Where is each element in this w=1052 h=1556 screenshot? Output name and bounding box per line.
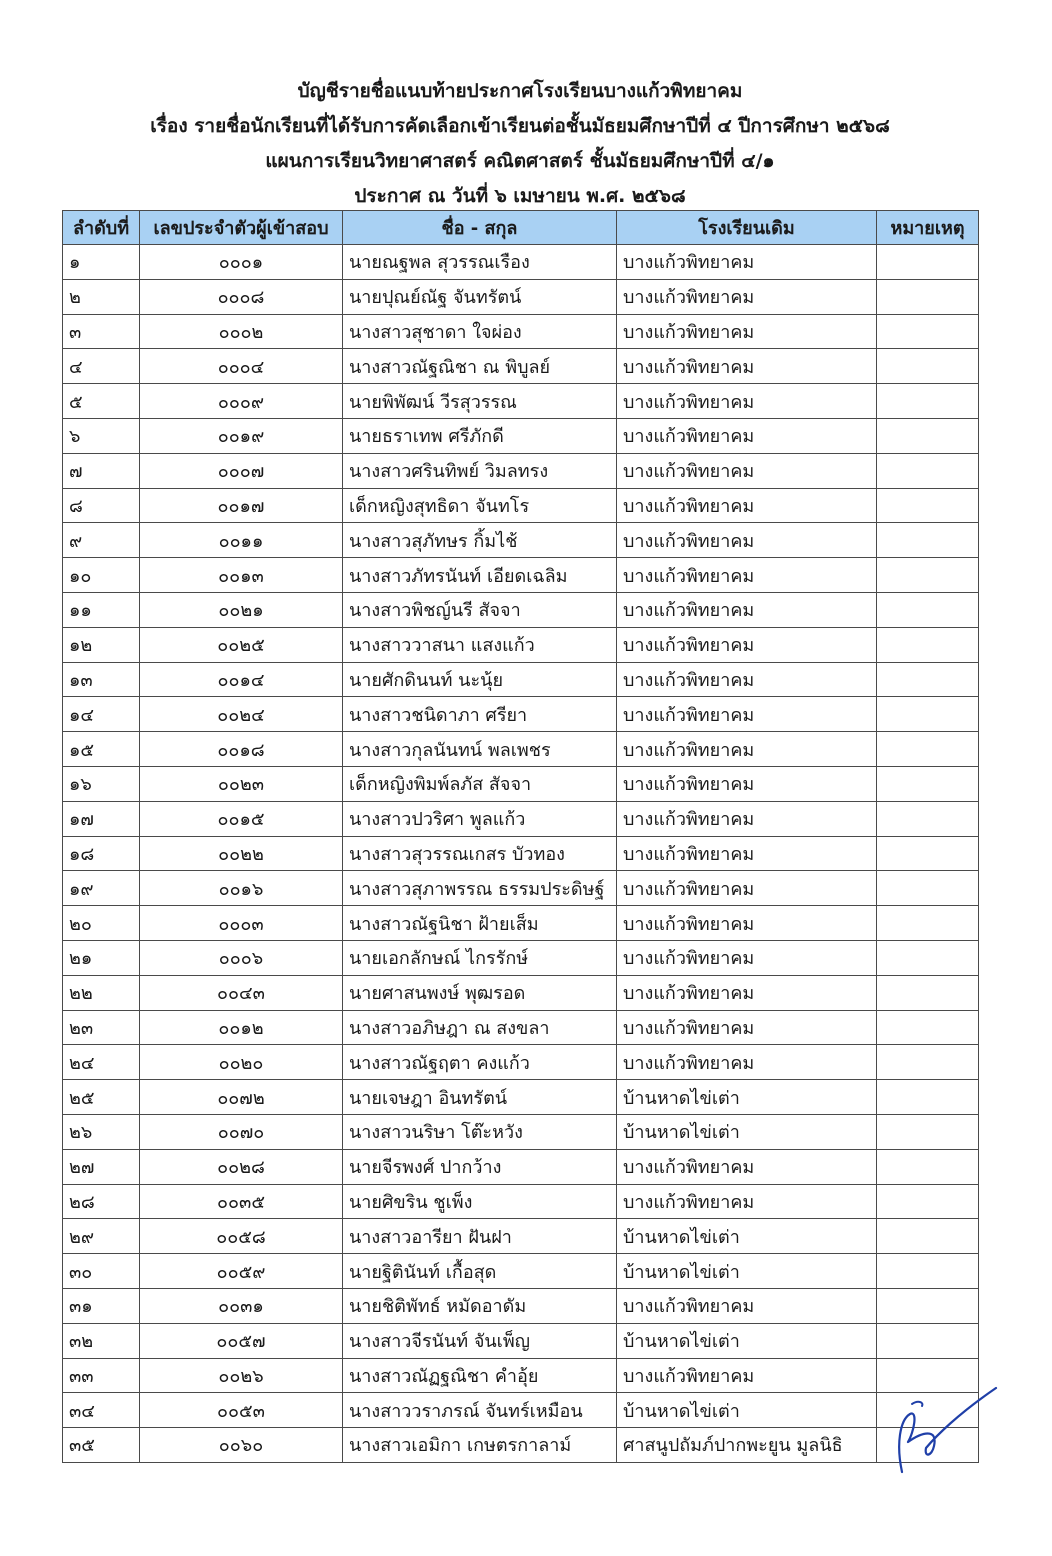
column-header-previous-school: โรงเรียนเดิม	[617, 211, 877, 245]
name-cell: นางสาวศรินทิพย์ วิมลทรง	[343, 453, 617, 488]
remarks-cell	[877, 279, 979, 314]
order-cell: ๒๙	[63, 1219, 140, 1254]
order-cell: ๓	[63, 314, 140, 349]
header-line-1: บัญชีรายชื่อแนบท้ายประกาศโรงเรียนบางแก้วพิทยาคม	[297, 80, 743, 102]
remarks-cell	[877, 975, 979, 1010]
name-cell: นางสาววาสนา แสงแก้ว	[343, 627, 617, 662]
table-row	[63, 766, 979, 801]
order-cell: ๒๐	[63, 906, 140, 941]
table-row	[63, 1080, 979, 1115]
school-cell: บางแก้วพิทยาคม	[617, 245, 877, 280]
school-cell: บางแก้วพิทยาคม	[617, 558, 877, 593]
order-cell: ๒๑	[63, 940, 140, 975]
remarks-cell	[877, 558, 979, 593]
order-cell: ๑๗	[63, 801, 140, 836]
school-cell: บางแก้วพิทยาคม	[617, 488, 877, 523]
table-row	[63, 1045, 979, 1080]
exam-id-cell: ๐๐๒๖	[140, 1358, 343, 1393]
table-row	[63, 1323, 979, 1358]
table-row	[63, 1428, 979, 1463]
handwritten-signature	[888, 1384, 1000, 1480]
table-row	[63, 558, 979, 593]
table-row	[63, 627, 979, 662]
school-cell: บางแก้วพิทยาคม	[617, 940, 877, 975]
exam-id-cell: ๐๐๑๒	[140, 1010, 343, 1045]
table-row	[63, 662, 979, 697]
school-cell: บางแก้วพิทยาคม	[617, 801, 877, 836]
name-cell: นางสาวกุลนันทน์ พลเพชร	[343, 732, 617, 767]
order-cell: ๓๔	[63, 1393, 140, 1428]
column-header-order: ลำดับที่	[63, 211, 140, 245]
exam-id-cell: ๐๐๒๐	[140, 1045, 343, 1080]
remarks-cell	[877, 488, 979, 523]
exam-id-cell: ๐๐๗๒	[140, 1080, 343, 1115]
order-cell: ๑๓	[63, 662, 140, 697]
table-row	[63, 940, 979, 975]
order-cell: ๗	[63, 453, 140, 488]
table-row	[63, 975, 979, 1010]
table-row	[63, 488, 979, 523]
school-cell: บางแก้วพิทยาคม	[617, 1149, 877, 1184]
name-cell: นายปุณย์ณัฐ จันทรัตน์	[343, 279, 617, 314]
name-cell: นางสาวสุชาดา ใจผ่อง	[343, 314, 617, 349]
exam-id-cell: ๐๐๗๐	[140, 1114, 343, 1149]
order-cell: ๑๖	[63, 766, 140, 801]
order-cell: ๕	[63, 384, 140, 419]
column-header-remarks: หมายเหตุ	[877, 211, 979, 245]
school-cell: บ้านหาดไข่เต่า	[617, 1323, 877, 1358]
remarks-cell	[877, 662, 979, 697]
table-row	[63, 1358, 979, 1393]
order-cell: ๘	[63, 488, 140, 523]
school-cell: บางแก้วพิทยาคม	[617, 314, 877, 349]
name-cell: นายพิพัฒน์ วีรสุวรรณ	[343, 384, 617, 419]
table-row	[63, 1114, 979, 1149]
remarks-cell	[877, 801, 979, 836]
order-cell: ๒๓	[63, 1010, 140, 1045]
name-cell: นายศักดินนท์ นะนุ้ย	[343, 662, 617, 697]
table-row	[63, 1219, 979, 1254]
column-header-name: ชื่อ - สกุล	[343, 211, 617, 245]
exam-id-cell: ๐๐๔๓	[140, 975, 343, 1010]
school-cell: บ้านหาดไข่เต่า	[617, 1080, 877, 1115]
exam-id-cell: ๐๐๐๖	[140, 940, 343, 975]
name-cell: นางสาวจีรนันท์ จันเพ็ญ	[343, 1323, 617, 1358]
school-cell: บ้านหาดไข่เต่า	[617, 1219, 877, 1254]
name-cell: นางสาวณัฐนิชา ฝ้ายเส็ม	[343, 906, 617, 941]
school-cell: บางแก้วพิทยาคม	[617, 384, 877, 419]
school-cell: บางแก้วพิทยาคม	[617, 1288, 877, 1323]
exam-id-cell: ๐๐๑๖	[140, 871, 343, 906]
table-row	[63, 871, 979, 906]
exam-id-cell: ๐๐๖๐	[140, 1428, 343, 1463]
name-cell: นางสาวภัทรนันท์ เอียดเฉลิม	[343, 558, 617, 593]
exam-id-cell: ๐๐๑๗	[140, 488, 343, 523]
header-line-4: ประกาศ ณ วันที่ ๖ เมษายน พ.ศ. ๒๕๖๘	[354, 185, 686, 207]
student-roster-table	[62, 210, 979, 1463]
order-cell: ๒๔	[63, 1045, 140, 1080]
exam-id-cell: ๐๐๒๓	[140, 766, 343, 801]
exam-id-cell: ๐๐๒๔	[140, 697, 343, 732]
exam-id-cell: ๐๐๑๔	[140, 662, 343, 697]
table-row	[63, 384, 979, 419]
school-cell: บางแก้วพิทยาคม	[617, 592, 877, 627]
table-row	[63, 1254, 979, 1289]
remarks-cell	[877, 1045, 979, 1080]
school-cell: บางแก้วพิทยาคม	[617, 453, 877, 488]
remarks-cell	[877, 523, 979, 558]
table-row	[63, 1149, 979, 1184]
table-row	[63, 418, 979, 453]
table-body	[63, 245, 979, 1463]
remarks-cell	[877, 1184, 979, 1219]
exam-id-cell: ๐๐๕๗	[140, 1323, 343, 1358]
remarks-cell	[877, 906, 979, 941]
header-line-3: แผนการเรียนวิทยาศาสตร์ คณิตศาสตร์ ชั้นมัธยมศึกษาปีที่ ๔/๑	[265, 150, 775, 172]
remarks-cell	[877, 627, 979, 662]
exam-id-cell: ๐๐๐๑	[140, 245, 343, 280]
remarks-cell	[877, 697, 979, 732]
order-cell: ๒๖	[63, 1114, 140, 1149]
school-cell: บางแก้วพิทยาคม	[617, 732, 877, 767]
school-cell: ศาสนูปถัมภ์ปากพะยูน มูลนิธิ	[617, 1428, 877, 1463]
table-row	[63, 1184, 979, 1219]
order-cell: ๖	[63, 418, 140, 453]
exam-id-cell: ๐๐๓๑	[140, 1288, 343, 1323]
remarks-cell	[877, 1219, 979, 1254]
order-cell: ๑๐	[63, 558, 140, 593]
order-cell: ๑๒	[63, 627, 140, 662]
remarks-cell	[877, 766, 979, 801]
order-cell: ๒๒	[63, 975, 140, 1010]
remarks-cell	[877, 314, 979, 349]
table-row	[63, 836, 979, 871]
name-cell: นางสาวอภิษฎา ณ สงขลา	[343, 1010, 617, 1045]
order-cell: ๑๙	[63, 871, 140, 906]
exam-id-cell: ๐๐๒๘	[140, 1149, 343, 1184]
school-cell: บ้านหาดไข่เต่า	[617, 1254, 877, 1289]
remarks-cell	[877, 453, 979, 488]
exam-id-cell: ๐๐๕๘	[140, 1219, 343, 1254]
header-line-2: เรื่อง รายชื่อนักเรียนที่ได้รับการคัดเลือกเข้าเรียนต่อชั้นมัธยมศึกษาปีที่ ๔ ปีการศึกษา ๒๕๖๘	[150, 115, 890, 137]
exam-id-cell: ๐๐๐๔	[140, 349, 343, 384]
order-cell: ๒	[63, 279, 140, 314]
announcement-header	[60, 74, 980, 214]
table-row	[63, 732, 979, 767]
order-cell: ๓๕	[63, 1428, 140, 1463]
remarks-cell	[877, 1080, 979, 1115]
order-cell: ๒๘	[63, 1184, 140, 1219]
exam-id-cell: ๐๐๑๑	[140, 523, 343, 558]
table-row	[63, 801, 979, 836]
order-cell: ๒๕	[63, 1080, 140, 1115]
school-cell: บางแก้วพิทยาคม	[617, 418, 877, 453]
school-cell: บางแก้วพิทยาคม	[617, 906, 877, 941]
order-cell: ๒๗	[63, 1149, 140, 1184]
school-cell: บางแก้วพิทยาคม	[617, 836, 877, 871]
remarks-cell	[877, 1323, 979, 1358]
exam-id-cell: ๐๐๒๕	[140, 627, 343, 662]
name-cell: นางสาวณัฏฐณิชา คำอุ้ย	[343, 1358, 617, 1393]
exam-id-cell: ๐๐๕๙	[140, 1254, 343, 1289]
table-row	[63, 349, 979, 384]
order-cell: ๓๐	[63, 1254, 140, 1289]
name-cell: นางสาวพิชญ์นรี สัจจา	[343, 592, 617, 627]
remarks-cell	[877, 1149, 979, 1184]
table-row	[63, 245, 979, 280]
exam-id-cell: ๐๐๑๓	[140, 558, 343, 593]
table-row	[63, 1010, 979, 1045]
order-cell: ๓๒	[63, 1323, 140, 1358]
exam-id-cell: ๐๐๕๓	[140, 1393, 343, 1428]
exam-id-cell: ๐๐๑๙	[140, 418, 343, 453]
order-cell: ๑	[63, 245, 140, 280]
table-row	[63, 906, 979, 941]
order-cell: ๑๕	[63, 732, 140, 767]
order-cell: ๑๘	[63, 836, 140, 871]
remarks-cell	[877, 836, 979, 871]
remarks-cell	[877, 732, 979, 767]
remarks-cell	[877, 592, 979, 627]
name-cell: นางสาวณัฐณิชา ณ พิบูลย์	[343, 349, 617, 384]
table-row	[63, 592, 979, 627]
order-cell: ๑๔	[63, 697, 140, 732]
remarks-cell	[877, 349, 979, 384]
remarks-cell	[877, 384, 979, 419]
school-cell: บ้านหาดไข่เต่า	[617, 1114, 877, 1149]
remarks-cell	[877, 871, 979, 906]
order-cell: ๙	[63, 523, 140, 558]
table-row	[63, 1288, 979, 1323]
name-cell: นางสาวสุภัทษร กิ้มไช้	[343, 523, 617, 558]
name-cell: นายชิติพัทธ์ หมัดอาดัม	[343, 1288, 617, 1323]
name-cell: นางสาวชนิดาภา ศรียา	[343, 697, 617, 732]
name-cell: นางสาวณัฐฤตา คงแก้ว	[343, 1045, 617, 1080]
school-cell: บางแก้วพิทยาคม	[617, 871, 877, 906]
table-row	[63, 314, 979, 349]
name-cell: นางสาวปวริศา พูลแก้ว	[343, 801, 617, 836]
name-cell: นายธราเทพ ศรีภักดี	[343, 418, 617, 453]
school-cell: บางแก้วพิทยาคม	[617, 349, 877, 384]
table-row	[63, 523, 979, 558]
table-row	[63, 279, 979, 314]
table-row	[63, 453, 979, 488]
name-cell: นางสาวสุภาพรรณ ธรรมประดิษฐ์	[343, 871, 617, 906]
school-cell: บางแก้วพิทยาคม	[617, 523, 877, 558]
name-cell: นางสาวนริษา โต๊ะหวัง	[343, 1114, 617, 1149]
school-cell: บางแก้วพิทยาคม	[617, 975, 877, 1010]
exam-id-cell: ๐๐๐๒	[140, 314, 343, 349]
school-cell: บางแก้วพิทยาคม	[617, 627, 877, 662]
order-cell: ๓๓	[63, 1358, 140, 1393]
name-cell: นางสาวอารียา ฝันฝา	[343, 1219, 617, 1254]
name-cell: นายฐิตินันท์ เกื้อสุด	[343, 1254, 617, 1289]
remarks-cell	[877, 1254, 979, 1289]
table-row	[63, 697, 979, 732]
remarks-cell	[877, 1010, 979, 1045]
name-cell: นายเอกลักษณ์ ไกรรักษ์	[343, 940, 617, 975]
school-cell: บ้านหาดไข่เต่า	[617, 1393, 877, 1428]
exam-id-cell: ๐๐๐๓	[140, 906, 343, 941]
school-cell: บางแก้วพิทยาคม	[617, 1010, 877, 1045]
name-cell: นางสาววราภรณ์ จันทร์เหมือน	[343, 1393, 617, 1428]
exam-id-cell: ๐๐๐๗	[140, 453, 343, 488]
order-cell: ๓๑	[63, 1288, 140, 1323]
name-cell: นายณฐพล สุวรรณเรือง	[343, 245, 617, 280]
column-header-exam-id: เลขประจำตัวผู้เข้าสอบ	[140, 211, 343, 245]
order-cell: ๑๑	[63, 592, 140, 627]
table-header-row	[63, 211, 979, 245]
school-cell: บางแก้วพิทยาคม	[617, 1045, 877, 1080]
name-cell: เด็กหญิงพิมพ์ลภัส สัจจา	[343, 766, 617, 801]
school-cell: บางแก้วพิทยาคม	[617, 279, 877, 314]
exam-id-cell: ๐๐๐๘	[140, 279, 343, 314]
school-cell: บางแก้วพิทยาคม	[617, 697, 877, 732]
order-cell: ๔	[63, 349, 140, 384]
remarks-cell	[877, 1114, 979, 1149]
name-cell: เด็กหญิงสุทธิดา จันทโร	[343, 488, 617, 523]
exam-id-cell: ๐๐๒๑	[140, 592, 343, 627]
exam-id-cell: ๐๐๒๒	[140, 836, 343, 871]
school-cell: บางแก้วพิทยาคม	[617, 766, 877, 801]
name-cell: นายจีรพงศ์ ปากว้าง	[343, 1149, 617, 1184]
exam-id-cell: ๐๐๓๕	[140, 1184, 343, 1219]
exam-id-cell: ๐๐๑๕	[140, 801, 343, 836]
remarks-cell	[877, 418, 979, 453]
remarks-cell	[877, 245, 979, 280]
name-cell: นายศาสนพงษ์ พุฒรอด	[343, 975, 617, 1010]
remarks-cell	[877, 940, 979, 975]
name-cell: นางสาวเอมิกา เกษตรกาลาม์	[343, 1428, 617, 1463]
name-cell: นายเจษฎา อินทรัตน์	[343, 1080, 617, 1115]
school-cell: บางแก้วพิทยาคม	[617, 662, 877, 697]
table-row	[63, 1393, 979, 1428]
exam-id-cell: ๐๐๐๙	[140, 384, 343, 419]
school-cell: บางแก้วพิทยาคม	[617, 1184, 877, 1219]
school-cell: บางแก้วพิทยาคม	[617, 1358, 877, 1393]
name-cell: นางสาวสุวรรณเกสร บัวทอง	[343, 836, 617, 871]
remarks-cell	[877, 1288, 979, 1323]
exam-id-cell: ๐๐๑๘	[140, 732, 343, 767]
name-cell: นายศิขริน ชูเพ็ง	[343, 1184, 617, 1219]
